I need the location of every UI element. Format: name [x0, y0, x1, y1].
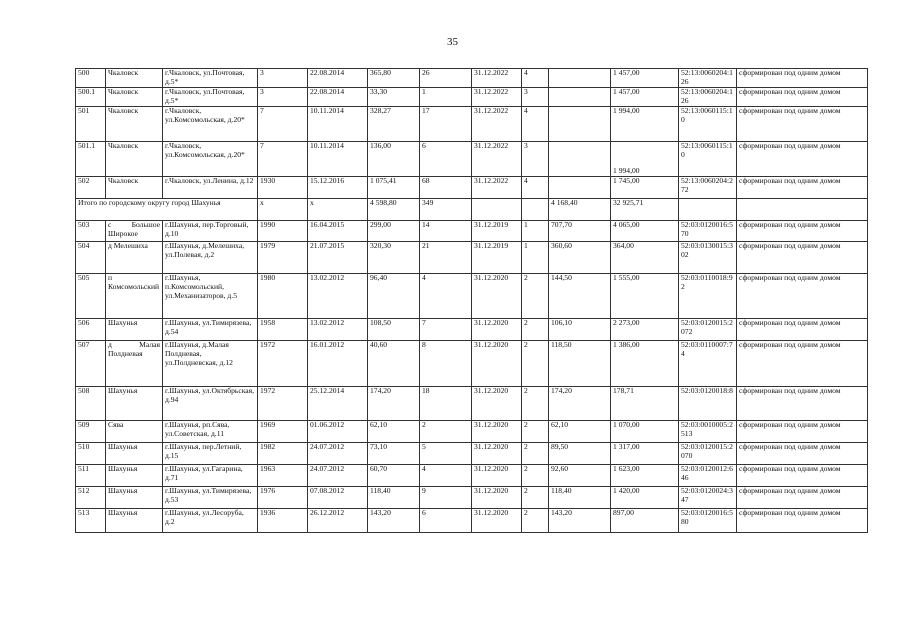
amount-2: 2 273,00: [611, 319, 679, 341]
cadastre: 52:03:0120015:2072: [679, 319, 737, 341]
cadastre: 52:13:0060115:10: [679, 107, 737, 142]
total-cadastre: [679, 199, 737, 221]
total-amount-1: 4 168,40: [549, 199, 611, 221]
date: 24.07.2012: [308, 443, 368, 465]
row-number: 506: [76, 319, 106, 341]
status: сформирован под одним домом: [737, 443, 868, 465]
year: 1936: [258, 509, 308, 533]
amount-1: 143,20: [549, 509, 611, 533]
area: 33,30: [368, 88, 420, 107]
deadline: 31.12.2022: [472, 142, 522, 177]
year: 1980: [258, 274, 308, 319]
row-number: 504: [76, 242, 106, 274]
people: 7: [420, 319, 472, 341]
table-row: [76, 221, 868, 242]
table-row: [76, 177, 868, 199]
row-number: 510: [76, 443, 106, 465]
amount-2: 1 994,00: [611, 107, 679, 142]
year: 7: [258, 107, 308, 142]
table-row: [76, 69, 868, 88]
settlement: с Большое Широкое: [106, 221, 163, 242]
area: 108,50: [368, 319, 420, 341]
deadline: 31.12.2020: [472, 319, 522, 341]
area: 143,20: [368, 509, 420, 533]
status: сформирован под одним домом: [737, 421, 868, 443]
cadastre: 52:03:0120016:570: [679, 221, 737, 242]
floors: 2: [522, 443, 549, 465]
people: 9: [420, 487, 472, 509]
settlement: д Малая Полдневая: [106, 341, 163, 387]
row-number: 508: [76, 387, 106, 421]
total-label: Итого по городскому округу город Шахунья: [76, 199, 258, 221]
people: 2: [420, 421, 472, 443]
area: 118,40: [368, 487, 420, 509]
table-row: [76, 465, 868, 487]
total-deadline: [472, 199, 522, 221]
status: сформирован под одним домом: [737, 387, 868, 421]
amount-1: 106,10: [549, 319, 611, 341]
address: г.Чкаловск, ул.Почтовая, д.5*: [163, 69, 258, 88]
floors: 2: [522, 387, 549, 421]
deadline: 31.12.2019: [472, 221, 522, 242]
row-number: 505: [76, 274, 106, 319]
table-row: [76, 107, 868, 142]
floors: 4: [522, 107, 549, 142]
deadline: 31.12.2020: [472, 487, 522, 509]
area: 328,27: [368, 107, 420, 142]
deadline: 31.12.2022: [472, 107, 522, 142]
area: 73,10: [368, 443, 420, 465]
year: 7: [258, 142, 308, 177]
deadline: 31.12.2020: [472, 509, 522, 533]
total-status: [737, 199, 868, 221]
year: 1976: [258, 487, 308, 509]
date: 25.12.2014: [308, 387, 368, 421]
row-number: 502: [76, 177, 106, 199]
area: 40,60: [368, 341, 420, 387]
status: сформирован под одним домом: [737, 107, 868, 142]
year: 1979: [258, 242, 308, 274]
date: 22.08.2014: [308, 69, 368, 88]
address: г.Шахунья, рп.Сява, ул.Советская, д.11: [163, 421, 258, 443]
date: 15.12.2016: [308, 177, 368, 199]
people: 26: [420, 69, 472, 88]
status: сформирован под одним домом: [737, 88, 868, 107]
people: 18: [420, 387, 472, 421]
amount-2: 4 065,00: [611, 221, 679, 242]
floors: 4: [522, 69, 549, 88]
table-row: [76, 443, 868, 465]
settlement: Чкаловск: [106, 107, 163, 142]
settlement: Шахунья: [106, 509, 163, 533]
date: 13.02.2012: [308, 274, 368, 319]
address: г.Чкаловск, ул.Комсомольская, д.20*: [163, 107, 258, 142]
cadastre: 52:13:0060204:126: [679, 69, 737, 88]
date: 16.01.2012: [308, 341, 368, 387]
people: 14: [420, 221, 472, 242]
cadastre: 52:03:0130015:302: [679, 242, 737, 274]
floors: 2: [522, 341, 549, 387]
status: сформирован под одним домом: [737, 509, 868, 533]
address: г.Шахунья, ул.Тимирязева, д.53: [163, 487, 258, 509]
row-number: 500: [76, 69, 106, 88]
deadline: 31.12.2020: [472, 274, 522, 319]
amount-2: 1 317,00: [611, 443, 679, 465]
area: 62,10: [368, 421, 420, 443]
status: сформирован под одним домом: [737, 242, 868, 274]
cadastre: 52:03:0120018:8: [679, 387, 737, 421]
address: г.Шахунья, д.Мелешиха, ул.Полевая, д.2: [163, 242, 258, 274]
amount-1: 62,10: [549, 421, 611, 443]
table-row: [76, 387, 868, 421]
table-row: [76, 274, 868, 319]
table-row: [76, 142, 868, 177]
year: 1963: [258, 465, 308, 487]
amount-2: 364,00: [611, 242, 679, 274]
cadastre: 52:03:0120024:347: [679, 487, 737, 509]
people: 17: [420, 107, 472, 142]
row-number: 501: [76, 107, 106, 142]
date: 22.08.2014: [308, 88, 368, 107]
row-number: 513: [76, 509, 106, 533]
address: г.Шахунья, пер.Летний, д.15: [163, 443, 258, 465]
date: 13.02.2012: [308, 319, 368, 341]
amount-2: 1 623,00: [611, 465, 679, 487]
amount-2: 1 420,00: [611, 487, 679, 509]
area: 96,40: [368, 274, 420, 319]
amount-1: [549, 69, 611, 88]
address: г.Чкаловск, ул.Ленина, д.12: [163, 177, 258, 199]
amount-1: [549, 177, 611, 199]
cadastre: 52:03:0120015:2070: [679, 443, 737, 465]
address: г.Шахунья, ул.Лесоруба, д.2: [163, 509, 258, 533]
row-number: 503: [76, 221, 106, 242]
date: 16.04.2015: [308, 221, 368, 242]
year: 3: [258, 69, 308, 88]
deadline: 31.12.2019: [472, 242, 522, 274]
table-row: [76, 341, 868, 387]
status: сформирован под одним домом: [737, 465, 868, 487]
deadline: 31.12.2020: [472, 387, 522, 421]
cadastre: 52:03:0120016:580: [679, 509, 737, 533]
row-number: 500.1: [76, 88, 106, 107]
address: г.Шахунья, ул.Гагарина, д.71: [163, 465, 258, 487]
amount-1: 707,70: [549, 221, 611, 242]
settlement: Шахунья: [106, 465, 163, 487]
area: 320,30: [368, 242, 420, 274]
amount-2: 897,00: [611, 509, 679, 533]
floors: 2: [522, 274, 549, 319]
year: 1972: [258, 387, 308, 421]
cadastre: 52:13:0060204:126: [679, 88, 737, 107]
amount-2: 1 457,00: [611, 88, 679, 107]
date: 01.06.2012: [308, 421, 368, 443]
cadastre: 52:03:0010005:2513: [679, 421, 737, 443]
area: 365,80: [368, 69, 420, 88]
settlement: Чкаловск: [106, 142, 163, 177]
people: 68: [420, 177, 472, 199]
date: 10.11.2014: [308, 107, 368, 142]
amount-1: [549, 107, 611, 142]
total-year: х: [258, 199, 308, 221]
amount-1: 144,50: [549, 274, 611, 319]
floors: 3: [522, 88, 549, 107]
address: г.Чкаловск, ул.Почтовая, д.5*: [163, 88, 258, 107]
table-row: [76, 88, 868, 107]
cadastre: 52:13:0060204:272: [679, 177, 737, 199]
area: 1 075,41: [368, 177, 420, 199]
table-row: [76, 242, 868, 274]
settlement: Шахунья: [106, 387, 163, 421]
amount-1: 118,40: [549, 487, 611, 509]
year: 3: [258, 88, 308, 107]
cadastre: 52:03:0120012:646: [679, 465, 737, 487]
amount-1: 360,60: [549, 242, 611, 274]
floors: 1: [522, 221, 549, 242]
floors: 1: [522, 242, 549, 274]
area: 136,00: [368, 142, 420, 177]
year: 1990: [258, 221, 308, 242]
status: сформирован под одним домом: [737, 177, 868, 199]
address: г.Шахунья, ул.Тимирязева, д.54: [163, 319, 258, 341]
floors: 2: [522, 319, 549, 341]
people: 4: [420, 465, 472, 487]
people: 8: [420, 341, 472, 387]
settlement: Сява: [106, 421, 163, 443]
deadline: 31.12.2020: [472, 465, 522, 487]
total-amount-2: 32 925,71: [611, 199, 679, 221]
amount-2: 1 457,00: [611, 69, 679, 88]
cadastre: 52:13:0060115:10: [679, 142, 737, 177]
settlement: п Комсомольский: [106, 274, 163, 319]
deadline: 31.12.2022: [472, 177, 522, 199]
table-row: [76, 487, 868, 509]
table-row: [76, 421, 868, 443]
address: г.Шахунья, пер.Торговый, д.10: [163, 221, 258, 242]
year: 1972: [258, 341, 308, 387]
total-date: х: [308, 199, 368, 221]
deadline: 31.12.2022: [472, 88, 522, 107]
deadline: 31.12.2022: [472, 69, 522, 88]
date: 21.07.2015: [308, 242, 368, 274]
row-number: 511: [76, 465, 106, 487]
settlement: Шахунья: [106, 487, 163, 509]
cadastre: 52:03:0110007:74: [679, 341, 737, 387]
settlement: д Мелешиха: [106, 242, 163, 274]
status: сформирован под одним домом: [737, 487, 868, 509]
amount-1: 118,50: [549, 341, 611, 387]
status: сформирован под одним домом: [737, 142, 868, 177]
deadline: 31.12.2020: [472, 421, 522, 443]
status: сформирован под одним домом: [737, 341, 868, 387]
amount-1: [549, 88, 611, 107]
year: 1930: [258, 177, 308, 199]
table-row: [76, 319, 868, 341]
people: 21: [420, 242, 472, 274]
date: 24.07.2012: [308, 465, 368, 487]
address: г.Шахунья, ул.Октябрьская, д.94: [163, 387, 258, 421]
floors: 2: [522, 465, 549, 487]
area: 174,20: [368, 387, 420, 421]
table-row: [76, 509, 868, 533]
settlement: Чкаловск: [106, 177, 163, 199]
status: сформирован под одним домом: [737, 221, 868, 242]
total-row: [76, 199, 868, 221]
amount-2: 1 994,00: [611, 142, 679, 177]
date: 10.11.2014: [308, 142, 368, 177]
floors: 2: [522, 509, 549, 533]
amount-2: 1 386,00: [611, 341, 679, 387]
amount-1: 92,60: [549, 465, 611, 487]
floors: 2: [522, 487, 549, 509]
address: г.Шахунья, д.Малая Полдневая, ул.Полдневская, д.12: [163, 341, 258, 387]
date: 07.08.2012: [308, 487, 368, 509]
people: 1: [420, 88, 472, 107]
year: 1969: [258, 421, 308, 443]
deadline: 31.12.2020: [472, 443, 522, 465]
row-number: 507: [76, 341, 106, 387]
year: 1958: [258, 319, 308, 341]
people: 6: [420, 509, 472, 533]
total-people: 349: [420, 199, 472, 221]
settlement: Чкаловск: [106, 69, 163, 88]
amount-1: [549, 142, 611, 177]
floors: 3: [522, 142, 549, 177]
total-floors: [522, 199, 549, 221]
floors: 2: [522, 421, 549, 443]
deadline: 31.12.2020: [472, 341, 522, 387]
amount-2: 1 070,00: [611, 421, 679, 443]
area: 299,00: [368, 221, 420, 242]
settlement: Чкаловск: [106, 88, 163, 107]
total-area: 4 598,80: [368, 199, 420, 221]
amount-2: 1 555,00: [611, 274, 679, 319]
page-number: 35: [447, 36, 458, 48]
floors: 4: [522, 177, 549, 199]
amount-1: 89,50: [549, 443, 611, 465]
cadastre: 52:03:0110018:92: [679, 274, 737, 319]
people: 5: [420, 443, 472, 465]
address: г.Шахунья, п.Комсомольский, ул.Механизаторов, д.5: [163, 274, 258, 319]
status: сформирован под одним домом: [737, 319, 868, 341]
settlement: Шахунья: [106, 443, 163, 465]
area: 60,70: [368, 465, 420, 487]
registry-table: [75, 68, 868, 533]
settlement: Шахунья: [106, 319, 163, 341]
address: г.Чкаловск, ул.Комсомольская, д.20*: [163, 142, 258, 177]
people: 6: [420, 142, 472, 177]
amount-2: 1 745,00: [611, 177, 679, 199]
people: 4: [420, 274, 472, 319]
status: сформирован под одним домом: [737, 69, 868, 88]
row-number: 501.1: [76, 142, 106, 177]
amount-2: 178,71: [611, 387, 679, 421]
date: 26.12.2012: [308, 509, 368, 533]
amount-1: 174,20: [549, 387, 611, 421]
status: сформирован под одним домом: [737, 274, 868, 319]
year: 1982: [258, 443, 308, 465]
row-number: 509: [76, 421, 106, 443]
row-number: 512: [76, 487, 106, 509]
